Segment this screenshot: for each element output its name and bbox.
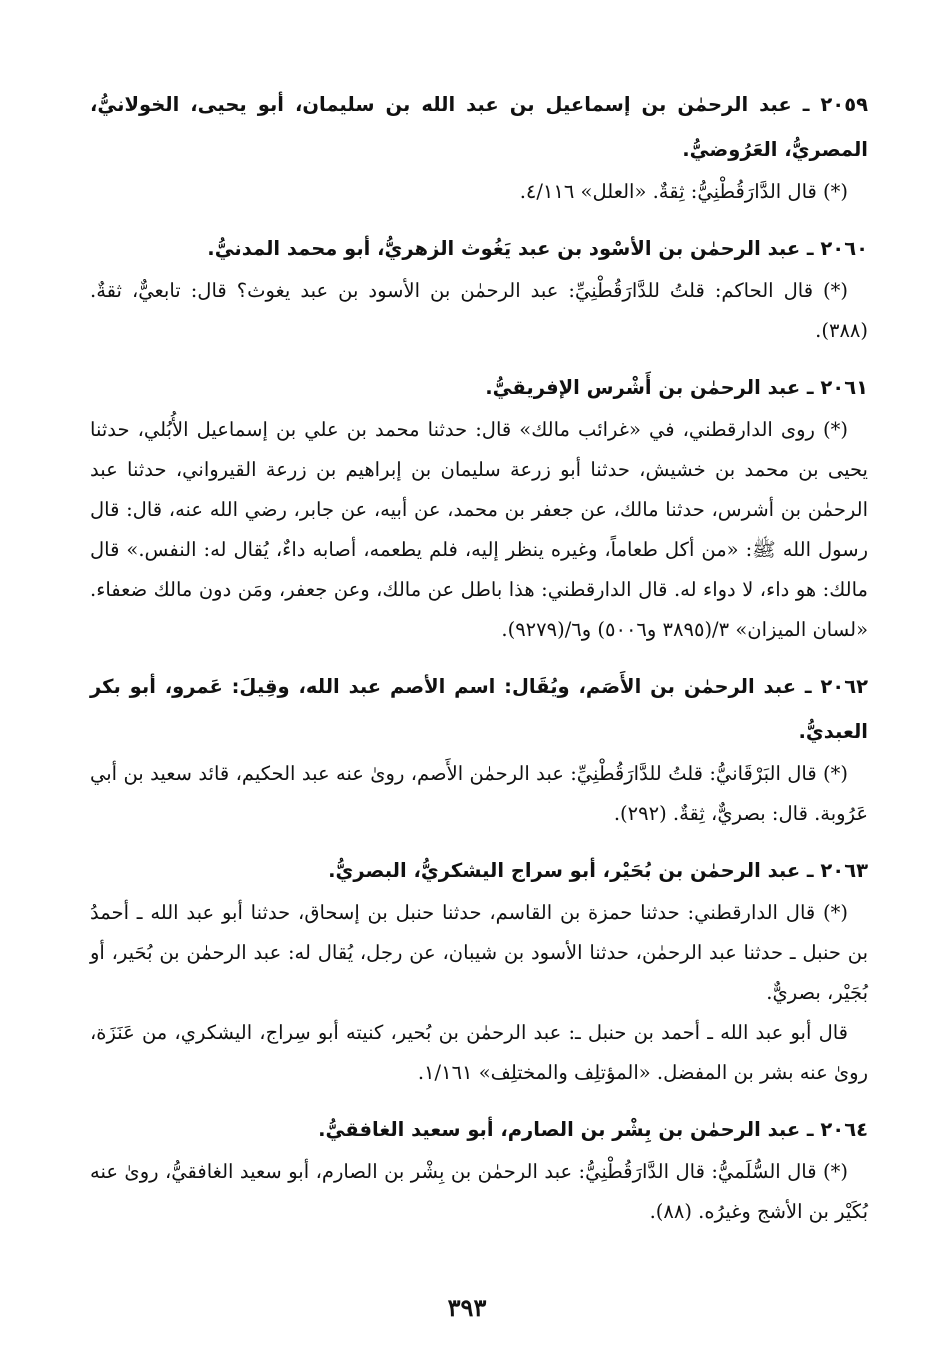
entry-paragraph: (*) روى الدارقطني، في «غرائب مالك» قال: حدثنا محمد بن علي بن إسماعيل الأُبُلي، حدثنا يحيى بن محمد بن خشيش، حدثنا أبو زرعة سليمان بن إبراهيم بن زرعة القيرواني، حدثنا عبد الرحمٰن بن أشرس، حدثنا مالك، عن جعفر بن محمد، عن أبيه، عن جابر، رضي الله عنه، قال: قال رسول الله ﷺ: «من أكل طعاماً، وغيره ينظر إليه، فلم يطعمه، أصابه داءٌ، يُقال له: النفس.» قال مالك: هو داء، لا دواء له. قال الدارقطني: هذا باطل عن مالك، وعن جعفر، ومَن دون مالك ضعفاء. «لسان الميزان» ٣/(٣٨٩٥ و٥٠٠٦) و٦/(٩٢٧٩).: [90, 418, 868, 641]
entry-2064: [90, 1107, 868, 1232]
entry-heading: ٢٠٦٣ ـ عبد الرحمٰن بن بُحَيْر، أبو سراج اليشكريُّ، البصريُّ.: [328, 859, 868, 882]
entry-2063: [90, 848, 868, 1093]
entry-heading: ٢٠٦٤ ـ عبد الرحمٰن بن بِشْر بن الصارم، أبو سعيد الغافقيُّ.: [318, 1118, 868, 1141]
entry-paragraph: (*) قال البَرْقَانيُّ: قلتُ للدَّارَقُطْنِيِّ: عبد الرحمٰن الأَصم، روىٰ عنه عبد الحكيم، قائد سعيد بن أبي عَرُوبة. قال: بصريٌّ، ثِقةٌ. (٢٩٢).: [90, 762, 868, 825]
entry-2062: [90, 664, 868, 834]
entry-heading: ٢٠٦٢ ـ عبد الرحمٰن بن الأَصَم، ويُقَال: اسم الأصم عبد الله، وقِيلَ: عَمرو، أبو بكر العبديُّ.: [90, 675, 868, 743]
entry-paragraph: (*) قال الحاكم: قلتُ للدَّارَقُطْنِيِّ: عبد الرحمٰن بن الأسود بن عبد يغوث؟ قال: تابعيٌّ، ثقةٌ. (٣٨٨).: [90, 279, 868, 342]
entry-2061: [90, 365, 868, 650]
entry-paragraph: (*) قال السُّلَميُّ: قال الدَّارَقُطْنِيُّ: عبد الرحمٰن بن بِشْر بن الصارم، أبو سعيد الغافقيُّ، روىٰ عنه بُكَيْر بن الأشج وغيرُه. (٨٨).: [90, 1160, 868, 1223]
entry-2059: [90, 82, 868, 212]
entry-paragraph: (*) قال الدارقطني: حدثنا حمزة بن القاسم، حدثنا حنبل بن إسحاق، حدثنا أبو عبد الله ـ أحمدُ بن حنبل ـ حدثنا عبد الرحمٰن، حدثنا الأسود بن شيبان، عن رجل، يُقال له: عبد الرحمٰن بن بُحَير، أو بُجَيْر، بصريٌّ.: [90, 901, 868, 1004]
entry-heading: ٢٠٦١ ـ عبد الرحمٰن بن أَشْرس الإفريقيُّ.: [485, 376, 868, 399]
entry-heading: ٢٠٦٠ ـ عبد الرحمٰن بن الأسْود بن عبد يَغُوث الزهريُّ، أبو محمد المدنيُّ.: [207, 237, 868, 260]
entry-2060: [90, 226, 868, 351]
page-number: ٣٩٣: [447, 1293, 487, 1322]
page-content: [90, 82, 868, 1246]
entry-paragraph: قال أبو عبد الله ـ أحمد بن حنبل ـ: عبد الرحمٰن بن بُحير، كنيته أبو سِراج، اليشكري، من عَنَزَة، روىٰ عنه بشر بن المفضل. «المؤتلِف والمختلِف» ١/١٦١.: [90, 1021, 868, 1084]
entry-heading: ٢٠٥٩ ـ عبد الرحمٰن بن إسماعيل بن عبد الله بن سليمان، أبو يحيى، الخولانيُّ، المصريُّ، العَرُوضيُّ.: [90, 93, 868, 161]
entry-paragraph: (*) قال الدَّارَقُطْنِيُّ: ثِقةٌ. «العلل» ٤/١١٦.: [519, 180, 848, 203]
